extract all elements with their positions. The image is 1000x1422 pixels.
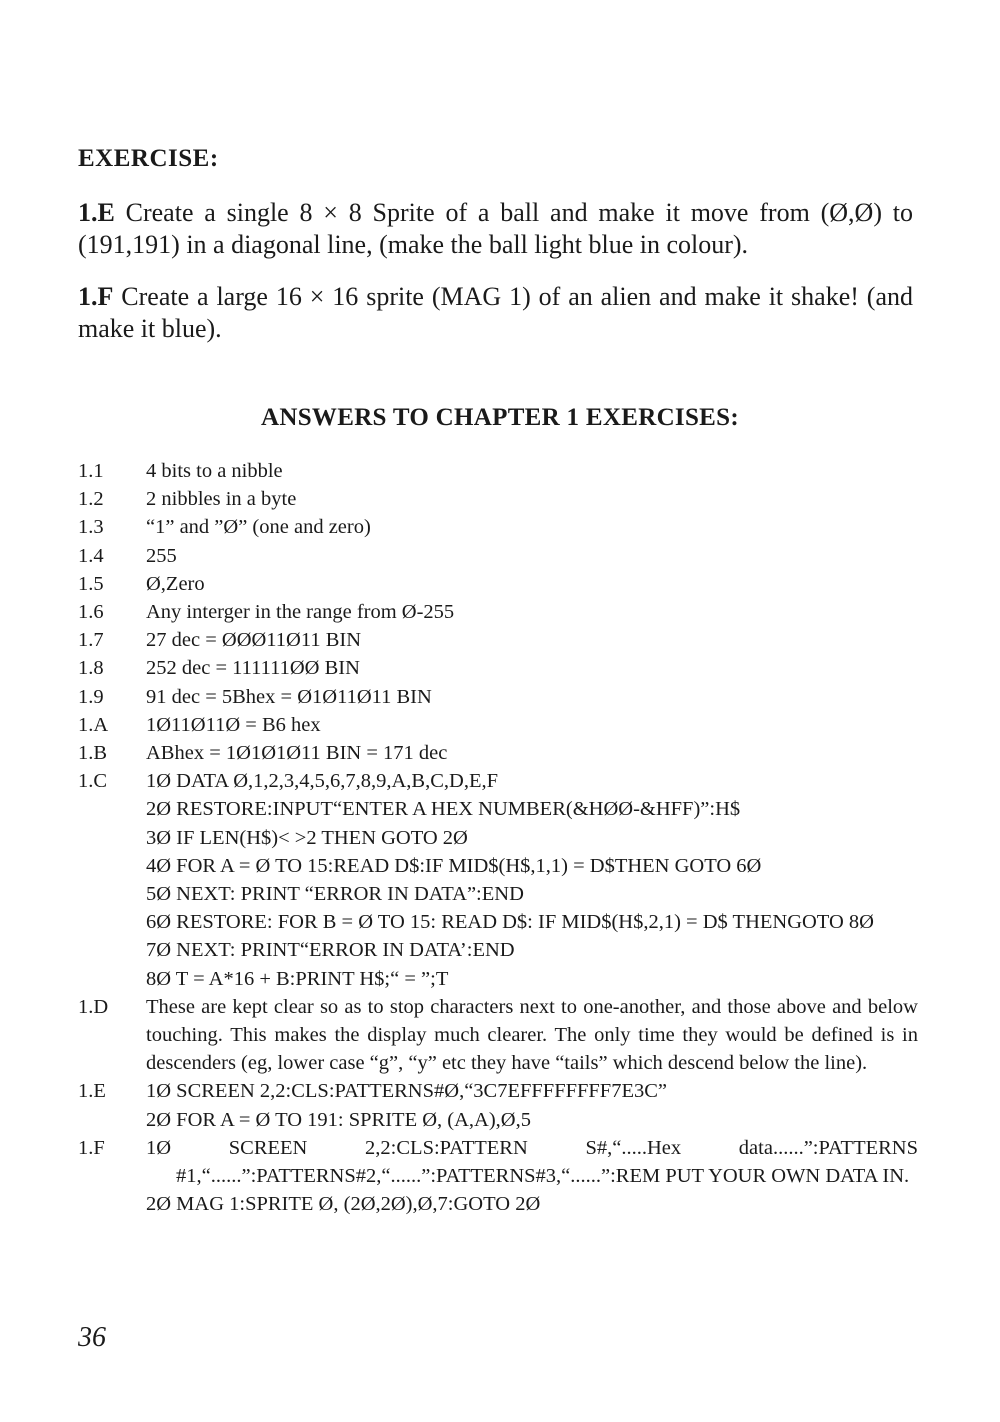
answer-text: 2Ø FOR A = Ø TO 191: SPRITE Ø, (A,A),Ø,5 xyxy=(146,1108,531,1131)
answer-text: 3Ø IF LEN(H$)< >2 THEN GOTO 2Ø xyxy=(146,826,468,849)
answer-number xyxy=(78,965,146,993)
answer-number: 1.8 xyxy=(78,657,104,680)
answer-text: Any interger in the range from Ø-255 xyxy=(146,601,455,624)
answer-text: 8Ø T = A*16 + B:PRINT H$;“ = ”;T xyxy=(146,967,449,990)
answer-number: 1.3 xyxy=(78,516,104,539)
answer-row xyxy=(78,824,918,852)
answer-number: 1.E xyxy=(78,1080,106,1103)
answer-number: 1.1 xyxy=(78,460,104,482)
answer-row xyxy=(78,485,918,513)
answer-text: 255 xyxy=(146,544,177,567)
answer-text: 5Ø NEXT: PRINT “ERROR IN DATA”:END xyxy=(146,883,524,906)
answer-text: 91 dec = 5Bhex = Ø1Ø11Ø11 BIN xyxy=(146,685,432,708)
answer-number xyxy=(78,852,146,880)
answer-row xyxy=(78,711,918,739)
answer-number xyxy=(78,936,146,964)
answer-number: 1.A xyxy=(78,713,109,736)
answer-row xyxy=(78,965,918,993)
answer-number xyxy=(78,1106,146,1134)
exercise-heading: EXERCISE: xyxy=(78,145,219,172)
answer-row xyxy=(78,1106,918,1134)
answer-row xyxy=(78,739,918,767)
answer-number xyxy=(78,1190,146,1218)
answers-heading: ANSWERS TO CHAPTER 1 EXERCISES: xyxy=(261,404,739,431)
answer-row xyxy=(78,1190,918,1218)
answer-row xyxy=(78,654,918,682)
page-number: 36 xyxy=(78,1322,106,1353)
answers-list xyxy=(78,457,918,1218)
answer-number: 1.7 xyxy=(78,629,104,652)
exercise-1f xyxy=(78,281,913,345)
answer-text: 4Ø FOR A = Ø TO 15:READ D$:IF MID$(H$,1,1) = D$THEN GOTO 6Ø xyxy=(146,854,762,877)
exercise-label: 1.F xyxy=(78,282,114,311)
answer-text: Ø,Zero xyxy=(146,572,205,595)
answer-text: 27 dec = ØØØ11Ø11 BIN xyxy=(146,629,362,652)
answer-number: 1.F xyxy=(78,1136,105,1159)
answer-text: These are kept clear so as to stop characters next to one-another, and those above and below touching. This makes the display much clearer. The only time they would be defined is in descenders (eg, lower case “g”, “y” etc they have “tails” which descend below the line). xyxy=(146,995,918,1075)
answer-row xyxy=(78,852,918,880)
answer-text: 2 nibbles in a byte xyxy=(146,488,297,511)
answer-text: 7Ø NEXT: PRINT“ERROR IN DATA’:END xyxy=(146,939,515,962)
answer-number: 1.9 xyxy=(78,685,104,708)
answer-row xyxy=(78,457,918,485)
answer-text: 1Ø11Ø11Ø = B6 hex xyxy=(146,713,321,736)
answer-text: 4 bits to a nibble xyxy=(146,460,283,482)
answer-number xyxy=(78,824,146,852)
answer-text: “1” and ”Ø” (one and zero) xyxy=(146,516,371,539)
answer-number: 1.D xyxy=(78,995,109,1018)
answer-number xyxy=(78,880,146,908)
answer-number: 1.4 xyxy=(78,544,104,567)
answer-row xyxy=(78,1077,918,1105)
answer-text: 2Ø MAG 1:SPRITE Ø, (2Ø,2Ø),Ø,7:GOTO 2Ø xyxy=(146,1193,541,1216)
answer-row xyxy=(78,767,918,795)
answer-text: 252 dec = 111111ØØ BIN xyxy=(146,657,360,680)
answer-row xyxy=(78,570,918,598)
answer-text: 1Ø DATA Ø,1,2,3,4,5,6,7,8,9,A,B,C,D,E,F xyxy=(146,770,499,793)
answer-row xyxy=(78,1134,918,1190)
answer-number: 1.C xyxy=(78,770,108,793)
answer-number: 1.B xyxy=(78,742,108,765)
answer-row xyxy=(78,908,918,936)
answer-text: ABhex = 1Ø1Ø1Ø11 BIN = 171 dec xyxy=(146,742,448,765)
answer-row xyxy=(78,598,918,626)
answer-number xyxy=(78,908,146,936)
exercise-text: Create a single 8 × 8 Sprite of a ball and make it move from (Ø,Ø) to (191,191) in a diagonal line, (make the ball light blue in colour). xyxy=(78,198,913,259)
answer-row xyxy=(78,626,918,654)
exercise-text: Create a large 16 × 16 sprite (MAG 1) of an alien and make it shake! (and make it blue). xyxy=(78,282,913,343)
answer-text: 1Ø SCREEN 2,2:CLS:PATTERN S#,“.....Hex data......”:PATTERNS #1,“......”:PATTERNS#2,“......”:PATTERNS#3,“......”:REM PUT YOUR OWN DATA IN. xyxy=(146,1136,918,1188)
answer-text: 1Ø SCREEN 2,2:CLS:PATTERNS#Ø,“3C7EFFFFFFFF7E3C” xyxy=(146,1080,667,1103)
answer-number: 1.5 xyxy=(78,572,104,595)
exercise-label: 1.E xyxy=(78,198,115,227)
answer-text: 2Ø RESTORE:INPUT“ENTER A HEX NUMBER(&HØØ-&HFF)”:H$ xyxy=(146,798,741,821)
answer-row xyxy=(78,936,918,964)
answer-row xyxy=(78,993,918,1078)
answer-text: 6Ø RESTORE: FOR B = Ø TO 15: READ D$: IF MID$(H$,2,1) = D$ THENGOTO 8Ø xyxy=(146,911,874,934)
answer-row xyxy=(78,513,918,541)
answer-row xyxy=(78,795,918,823)
answer-row xyxy=(78,880,918,908)
answer-number xyxy=(78,795,146,823)
exercise-1e xyxy=(78,197,913,261)
answer-row xyxy=(78,542,918,570)
answer-row xyxy=(78,683,918,711)
answer-number: 1.6 xyxy=(78,601,104,624)
answer-number: 1.2 xyxy=(78,488,104,511)
